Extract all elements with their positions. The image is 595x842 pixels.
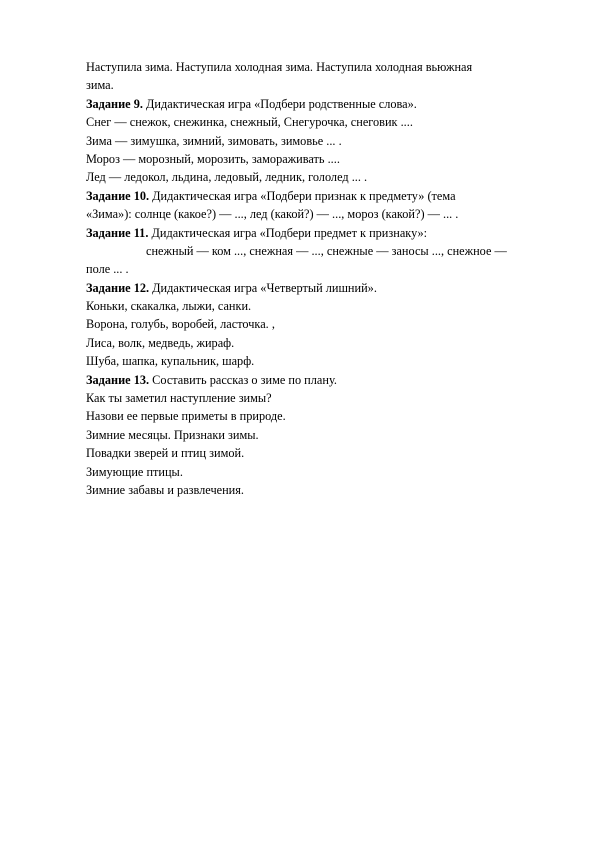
plan-item-6: Зимние забавы и развлечения. [86, 482, 244, 497]
intro-line-2: зима. [86, 78, 114, 93]
task-12-line-2: Ворона, голубь, воробей, ласточка. , [86, 317, 275, 332]
task-13-title: Составить рассказ о зиме по плану. [149, 372, 337, 387]
task-10-title: Дидактическая игра «Подбери признак к предмету» (тема [149, 188, 456, 203]
task-11-line-2: поле ... . [86, 262, 129, 277]
task-12-line-1: Коньки, скакалка, лыжи, санки. [86, 299, 252, 314]
task-10-line: «Зима»): солнце (какое?) — ..., лед (какой?) — ..., мороз (какой?) — ... . [86, 207, 459, 222]
document-body [86, 58, 556, 499]
task-12-line-4: Шуба, шапка, купальник, шарф. [86, 354, 255, 369]
task-9-heading [86, 95, 556, 113]
intro-line-1: Наступила зима. Наступила холодная зима. Наступила холодная вьюжная [86, 60, 473, 74]
task-11-line-1: снежный — ком ..., снежная — ..., снежные — заносы ..., снежное — [146, 243, 507, 258]
task-9-line-moroz: Мороз — морозный, морозить, замораживать .... [86, 151, 340, 166]
task-12-title: Дидактическая игра «Четвертый лишний». [149, 280, 377, 295]
plan-item-5: Зимующие птицы. [86, 464, 183, 479]
task-12-line-3: Лиса, волк, медведь, жираф. [86, 335, 235, 350]
task-13-heading [86, 371, 556, 389]
task-12-label: Задание 12. [86, 280, 150, 295]
task-12-heading [86, 279, 556, 297]
task-11-heading [86, 224, 556, 242]
task-11-title: Дидактическая игра «Подбери предмет к признаку»: [148, 225, 428, 240]
plan-item-3: Зимние месяцы. Признаки зимы. [86, 427, 259, 442]
task-9-line-zima: Зима — зимушка, зимний, зимовать, зимовье ... . [86, 133, 342, 148]
task-9-title: Дидактическая игра «Подбери родственные слова». [142, 96, 417, 111]
task-10-heading [86, 187, 556, 205]
plan-item-1: Как ты заметил наступление зимы? [86, 391, 272, 406]
task-9-line-sneg: Снег — снежок, снежинка, снежный, Снегурочка, снеговик .... [86, 115, 413, 130]
task-11-label: Задание 11. [86, 225, 149, 240]
task-13-label: Задание 13. [86, 372, 150, 387]
task-9-label: Задание 9. [86, 96, 143, 111]
task-9-line-led: Лед — ледокол, льдина, ледовый, ледник, гололед ... . [86, 170, 368, 185]
plan-item-4: Повадки зверей и птиц зимой. [86, 446, 245, 461]
plan-item-2: Назови ее первые приметы в природе. [86, 409, 286, 424]
task-10-label: Задание 10. [86, 188, 150, 203]
